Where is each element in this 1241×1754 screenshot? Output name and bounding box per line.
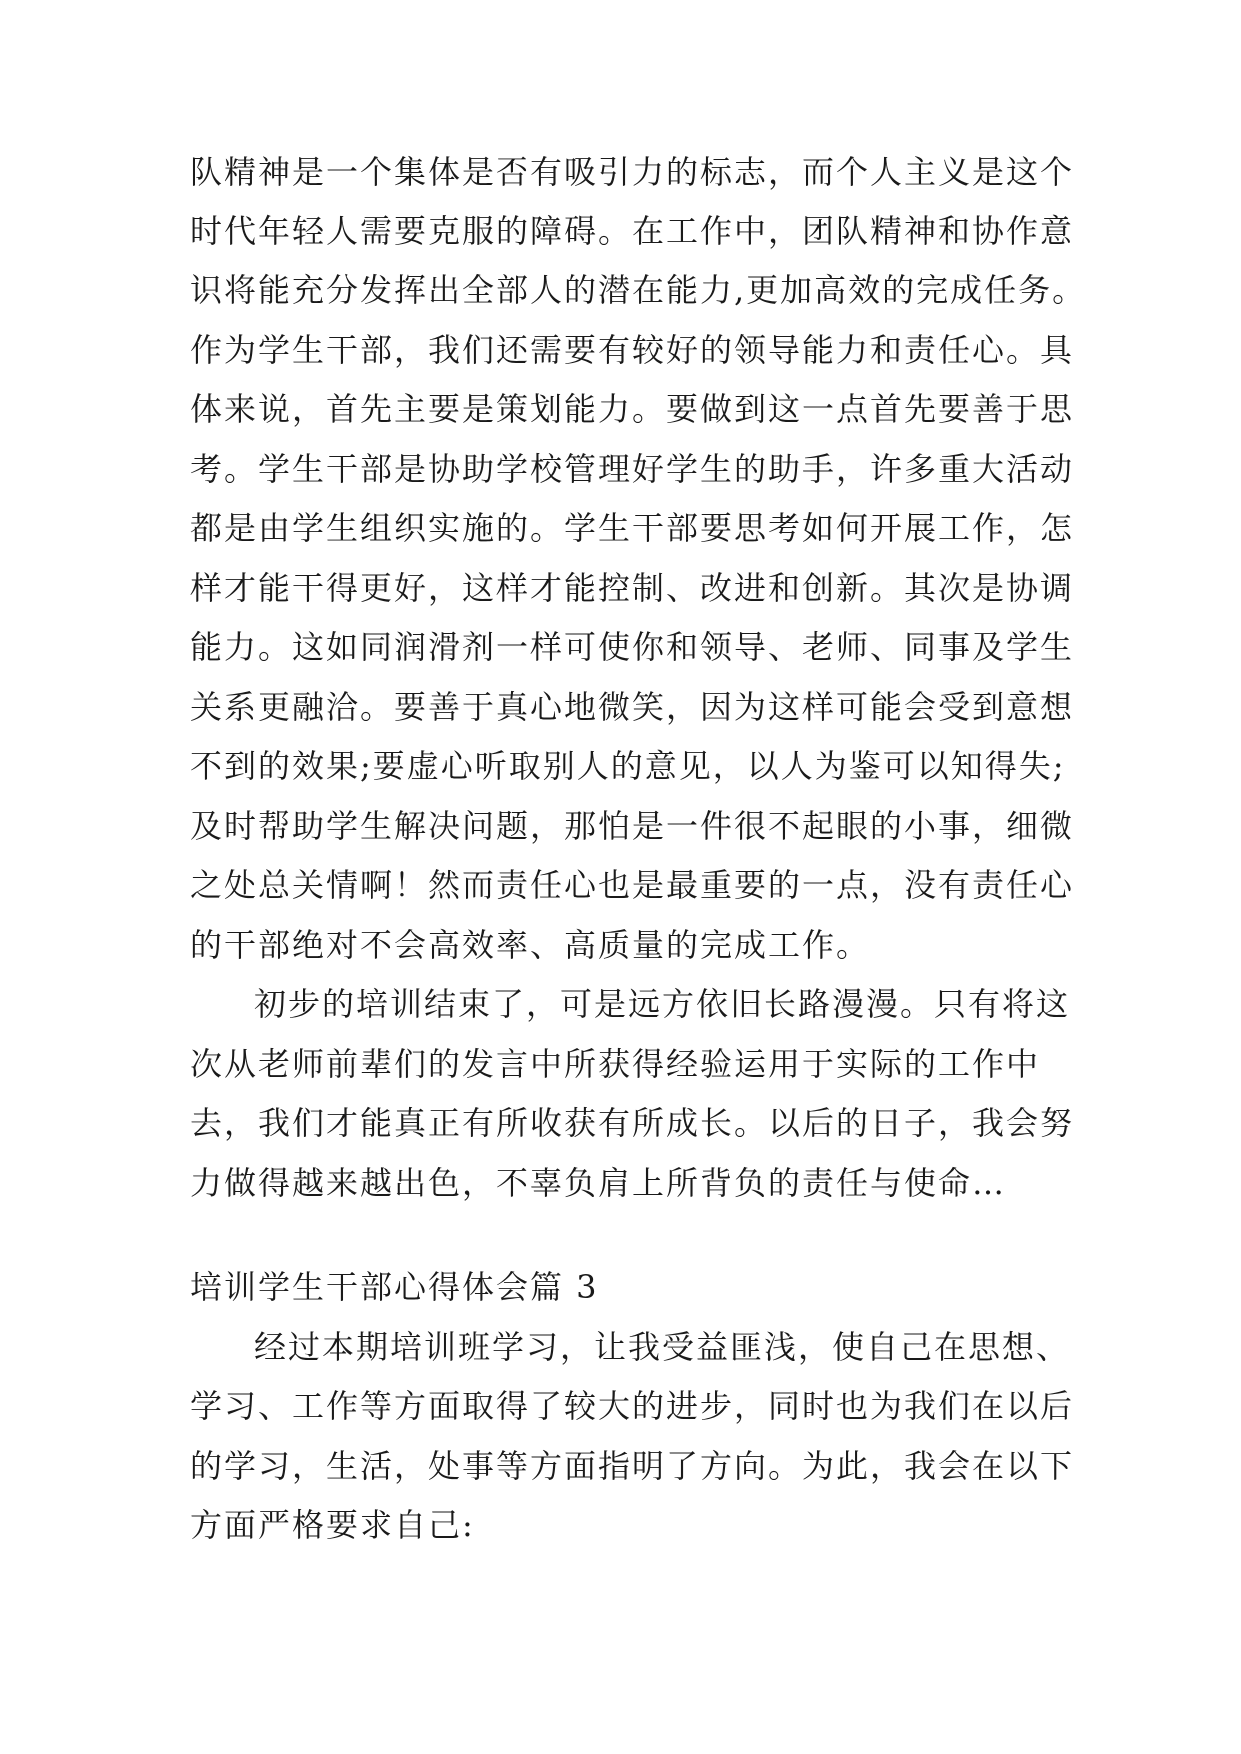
section-heading: 培训学生干部心得体会篇 3 <box>190 1268 599 1306</box>
text-line: 初步的培训结束了，可是远方依旧长路漫漫。只有将这 <box>254 985 1071 1023</box>
text-line: 之处总关情啊！然而责任心也是最重要的一点，没有责任心 <box>190 866 1075 904</box>
text-line: 的干部绝对不会高效率、高质量的完成工作。 <box>190 926 871 964</box>
text-line: 方面严格要求自己: <box>190 1506 475 1544</box>
text-line: 考。学生干部是协助学校管理好学生的助手，许多重大活动 <box>190 450 1075 488</box>
text-line: 及时帮助学生解决问题，那怕是一件很不起眼的小事，细微 <box>190 807 1075 845</box>
text-line: 次从老师前辈们的发言中所获得经验运用于实际的工作中 <box>190 1045 1041 1083</box>
text-line: 力做得越来越出色，不辜负肩上所背负的责任与使命… <box>190 1164 1007 1202</box>
text-line: 队精神是一个集体是否有吸引力的标志，而个人主义是这个 <box>190 153 1075 191</box>
text-line: 时代年轻人需要克服的障碍。在工作中，团队精神和协作意 <box>190 212 1075 250</box>
text-line: 作为学生干部，我们还需要有较好的领导能力和责任心。具 <box>190 331 1075 369</box>
text-line: 不到的效果;要虚心听取别人的意见，以人为鉴可以知得失; <box>190 747 1066 785</box>
text-line: 去，我们才能真正有所收获有所成长。以后的日子，我会努 <box>190 1104 1075 1142</box>
text-line: 关系更融洽。要善于真心地微笑，因为这样可能会受到意想 <box>190 688 1075 726</box>
text-line: 体来说，首先主要是策划能力。要做到这一点首先要善于思 <box>190 390 1075 428</box>
text-line: 经过本期培训班学习，让我受益匪浅，使自己在思想、 <box>254 1328 1071 1366</box>
text-line: 识将能充分发挥出全部人的潜在能力,更加高效的完成任务。 <box>190 271 1087 309</box>
text-line: 的学习，生活，处事等方面指明了方向。为此，我会在以下 <box>190 1447 1075 1485</box>
text-line: 样才能干得更好，这样才能控制、改进和创新。其次是协调 <box>190 569 1075 607</box>
text-line: 能力。这如同润滑剂一样可使你和领导、老师、同事及学生 <box>190 628 1075 666</box>
text-line: 学习、工作等方面取得了较大的进步，同时也为我们在以后 <box>190 1387 1075 1425</box>
text-line: 都是由学生组织实施的。学生干部要思考如何开展工作，怎 <box>190 509 1075 547</box>
